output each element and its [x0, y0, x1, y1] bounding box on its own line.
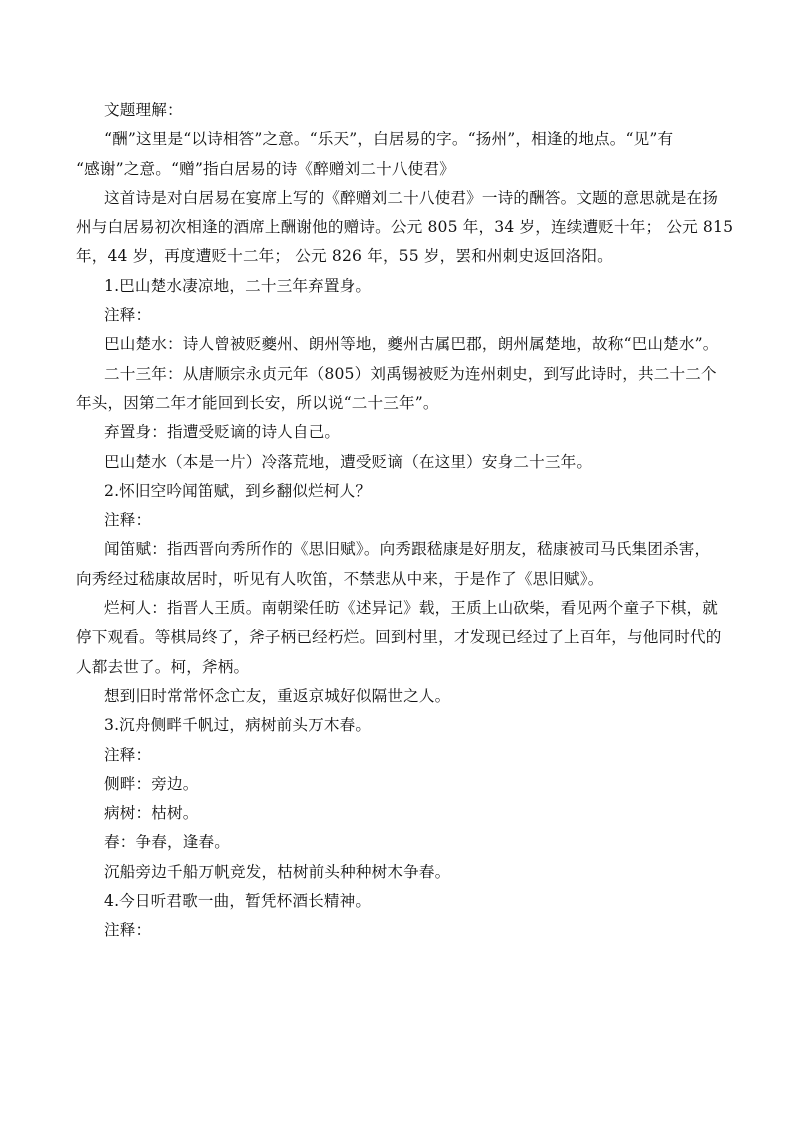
paragraph-line: “感谢”之意。“赠”指白居易的诗《醉赠刘二十八使君》	[76, 159, 455, 178]
paragraph-line: 州与白居易初次相逢的酒席上酬谢他的赠诗。公元 805 年，34 岁，连续遭贬十年； 公元 815	[76, 218, 734, 237]
annotation-line: 闻笛赋：指西晋向秀所作的《思旧赋》。向秀跟嵇康是好朋友，嵇康被司马氏集团杀害，	[104, 540, 711, 559]
paragraph-line: 这首诗是对白居易在宴席上写的《醉赠刘二十八使君》一诗的酬答。文题的意思就是在扬	[104, 188, 719, 207]
annotation-line: 停下观看。等棋局终了，斧子柄已经朽烂。回到村里，才发现已经过了上百年，与他同时代的	[76, 628, 722, 647]
translation-line: 想到旧时常常怀念亡友，重返京城好似隔世之人。	[104, 686, 451, 705]
verse-line: 2.怀旧空吟闻笛赋，到乡翻似烂柯人？	[104, 481, 372, 500]
verse-line: 1.巴山楚水凄凉地，二十三年弃置身。	[104, 276, 372, 295]
annotation-label: 注释：	[104, 745, 152, 764]
annotation-line: 春：争春，逢春。	[104, 833, 230, 852]
annotation-line: 烂柯人：指晋人王质。南朝梁任昉《述异记》载，王质上山砍柴，看见两个童子下棋，就	[104, 599, 719, 618]
paragraph-line: 年，44 岁，再度遭贬十二年； 公元 826 年，55 岁，罢和州刺史返回洛阳。	[76, 247, 613, 266]
annotation-line: 年头，因第二年才能回到长安，所以说“二十三年”。	[76, 393, 439, 412]
annotation-label: 注释：	[104, 306, 152, 325]
annotation-line: 病树：枯树。	[104, 804, 199, 823]
annotation-label: 注释：	[104, 511, 152, 530]
annotation-label: 注释：	[104, 921, 152, 940]
annotation-line: 人都去世了。柯，斧柄。	[76, 657, 250, 676]
annotation-line: 二十三年：从唐顺宗永贞元年（805）刘禹锡被贬为连州刺史，到写此诗时，共二十二个	[104, 364, 717, 383]
document-body	[76, 96, 734, 946]
annotation-line: 向秀经过嵇康故居时，听见有人吹笛，不禁悲从中来，于是作了《思旧赋》。	[76, 569, 604, 588]
annotation-line: 巴山楚水：诗人曾被贬夔州、朗州等地，夔州古属巴郡，朗州属楚地，故称“巴山楚水”。	[104, 335, 719, 354]
annotation-line: 弃置身：指遭受贬谪的诗人自己。	[104, 423, 341, 442]
verse-line: 4.今日听君歌一曲，暂凭杯酒长精神。	[104, 892, 372, 911]
translation-line: 沉船旁边千船万帆竞发，枯树前头种种树木争春。	[104, 862, 451, 881]
section-heading: 文题理解：	[104, 101, 183, 119]
paragraph-line: “酬”这里是“以诗相答”之意。“乐天”，白居易的字。“扬州”，相逢的地点。“见”有	[104, 130, 674, 149]
verse-line: 3.沉舟侧畔千帆过，病树前头万木春。	[104, 716, 372, 735]
annotation-line: 侧畔：旁边。	[104, 774, 199, 793]
translation-line: 巴山楚水（本是一片）冷落荒地，遭受贬谪（在这里）安身二十三年。	[104, 452, 593, 471]
